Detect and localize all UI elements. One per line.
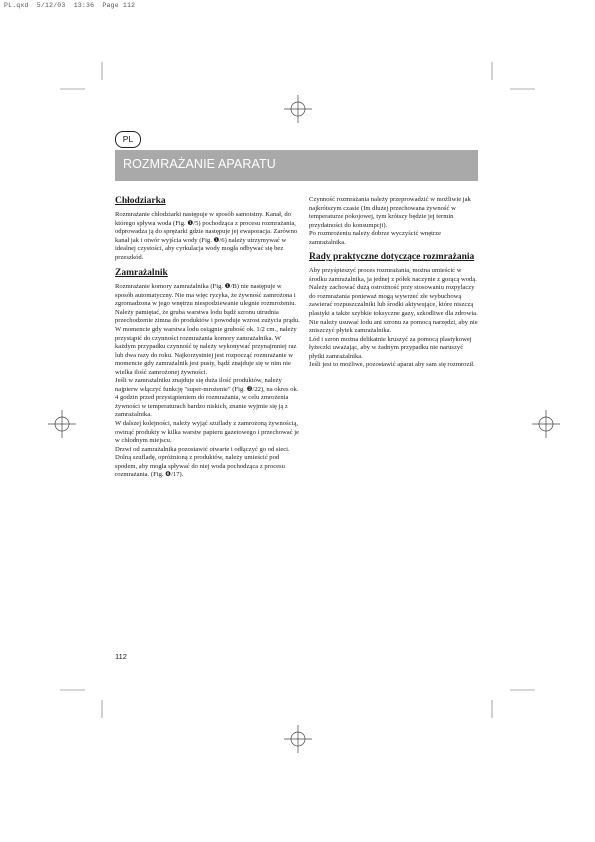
paragraph: W momencie gdy warstwa lodu osiągnie grubość ok. 1/2 cm., należy przystąpić do czynności rozmrażania komory zamrażalnika. W każdym przypadku czynność tę należy wykonywać przynajmniej raz lub dwa razy do roku. Najkorzystniej jest rozpocząć rozmrażanie w momencie gdy zamrażalnik jest pusty, bądź znajduje się w nim nie wielka ilość zamrożonej żywności. — [115, 326, 297, 376]
registration-mark-right — [532, 410, 560, 438]
paragraph: Po rozmrożeniu należy dobrze wyczyścić wnętrze zamrażalnika. — [309, 230, 441, 246]
section-heading-zamrazalnik: Zamrażalnik — [115, 268, 168, 279]
paragraph: Rozmrażanie komory zamrażalnika (Fig. ❶/B) nie następuje w sposób automatyczny. Nie ma więc ryzyka, że żywność zamrożona i zgromadzona w jego wnętrzu niespodziewanie ulegnie rozmrożeniu. — [115, 283, 297, 308]
paragraph: Nie należy usuwać lodu ani szronu za pomocą narzędzi, aby nie zniszczyć płytek zamrażalnika. — [309, 318, 478, 335]
registration-mark-top — [284, 95, 312, 123]
page-title: ROZMRAŻANIE APARATU — [123, 157, 276, 171]
paragraph: Rozmrażanie chłodziarki następuje w sposób samoistny. Kanał, do którego spływa woda (Fig. ❶/5) pochodząca z procesu rozmrażania, odprowadza ją do sprężarki gdzie następuje jej ewaporacja. Zarówno kanał jak i otwór wyjścia wody (Fig. ❶/6) należy utrzymywać w idealnej czystości, aby cyrkulacja wody mogła odbywać się bez przeszkód. — [115, 211, 298, 261]
section-heading-chlodziarka: Chłodziarka — [115, 196, 166, 206]
paragraph: W dalszej kolejności, należy wyjąć szuflady z zamrożoną żywnością, owinąć produkty w kilka warstw papieru gazetowego i przechować je w chłodnym miejscu. — [115, 420, 300, 445]
page-number: 112 — [115, 652, 127, 661]
right-column — [309, 196, 479, 370]
section-heading-rady-praktyczne: Rady praktyczne dotyczące rozmrażania — [309, 252, 475, 263]
title-banner — [115, 150, 478, 181]
paragraph: Aby przyśpieszyć proces rozmrażania, można umieścić w środku zamrażalnika, ja jednej z półek naczynie z gorącą wodą. — [309, 267, 477, 283]
registration-mark-left — [48, 410, 76, 438]
paragraph: Należy zachować dużą ostrożność przy stosowaniu rozpylaczy do rozmrażania ponieważ mogą wywrzeć złe wybuchową zawierać rozpuszczalniki lub środki aktywujące, które niszczą plastyki a także szybkie toksyczne gazy, szkodliwe dla zdrowia. — [309, 284, 478, 318]
registration-mark-bottom — [284, 725, 312, 753]
file-slug: PL.qxd 5/12/03 13:36 Page 112 — [4, 2, 136, 9]
paragraph: Czynność rozmrażania należy przeprowadzić w możliwie jak najkrótszym czasie (Im dłużej przechowana żywność w temperaturze pokojowej, tym krótszy będzie jej termin przydatności do konsumpcji). — [309, 196, 471, 229]
left-column — [115, 196, 301, 480]
paragraph: Należy pamiętać, że gruba warstwa lodu bądź szronu utrudnia przechodzenie zimna do produktów i powoduje wzrost zużycia prądu. — [115, 308, 300, 325]
paragraph: Jeśli jest to możliwe, pozostawić aparat aby sam się rozmroził. — [309, 361, 475, 369]
paragraph: Jeśli w zamrażalniku znajduje się duża ilość produktów, należy najpierw włączyć funkcję "super-mrożenie" (Fig. ❷/22), na okres ok. 4 godzin przed przystąpieniem do rozmrażania, w celu zmrożenia żywności w temperaturach bardzo niskich, znanie wyjmie się ją z zamrażalnika. — [115, 377, 299, 419]
paragraph: Drzwi od zamrażalnika pozostawić otwarte i odłączyć go od sieci. — [115, 445, 290, 453]
paragraph: Lód i szron można delikatnie kruszyć za pomocą plastykowej łyżeczki uważając, aby w żadnym przypadku nie naruszyć płytki zamrażalnika. — [309, 335, 472, 360]
language-badge: PL — [115, 131, 141, 148]
paragraph: Dolną szufladę, opróżnioną z produktów, należy umieścić pod spodem, aby mogła spływać do niej woda pochodząca z procesu rozmrażania. (Fig. ❻/17). — [115, 454, 285, 479]
